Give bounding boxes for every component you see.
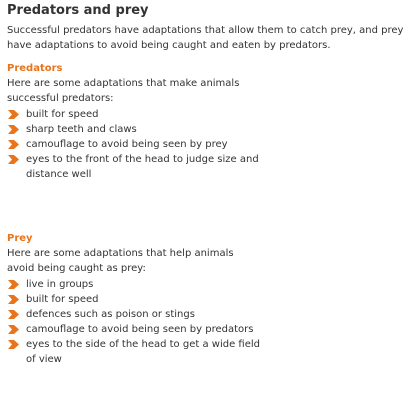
list-item-text: camouflage to avoid being seen by prey [26,139,228,150]
list-item-text: camouflage to avoid being seen by predators [26,324,254,335]
list-item-text: built for speed [26,294,99,305]
list-item [7,292,267,307]
prey-heading: Prey [7,233,33,244]
orange-arrow-bullet-icon [8,125,19,134]
predators-heading: Predators [7,63,63,74]
list-item-text: eyes to the front of the head to judge size and distance well [26,154,259,180]
list-item-text: eyes to the side of the head to get a wide field of view [26,339,260,365]
predators-intro: Here are some adaptations that make animals successful predators: [7,78,240,104]
orange-arrow-bullet-icon [8,110,19,119]
orange-arrow-bullet-icon [8,140,19,149]
orange-arrow-bullet-icon [8,310,19,319]
list-item-text: built for speed [26,109,99,120]
list-item [7,137,267,152]
list-item [7,152,267,182]
list-item [7,337,267,367]
prey-intro: Here are some adaptations that help animals avoid being caught as prey: [7,248,234,274]
page-title: Predators and prey [7,3,149,18]
list-item [7,322,267,337]
predators-list [7,107,267,182]
list-item [7,307,267,322]
intro-paragraph: Successful predators have adaptations that allow them to catch prey, and prey have adaptations to avoid being caught and eaten by predators. [7,25,404,51]
list-item-text: live in groups [26,279,94,290]
orange-arrow-bullet-icon [8,325,19,334]
prey-list [7,277,267,367]
orange-arrow-bullet-icon [8,295,19,304]
orange-arrow-bullet-icon [8,340,19,349]
orange-arrow-bullet-icon [8,155,19,164]
list-item-text: sharp teeth and claws [26,124,137,135]
list-item [7,277,267,292]
orange-arrow-bullet-icon [8,280,19,289]
list-item [7,107,267,122]
list-item-text: defences such as poison or stings [26,309,195,320]
list-item [7,122,267,137]
